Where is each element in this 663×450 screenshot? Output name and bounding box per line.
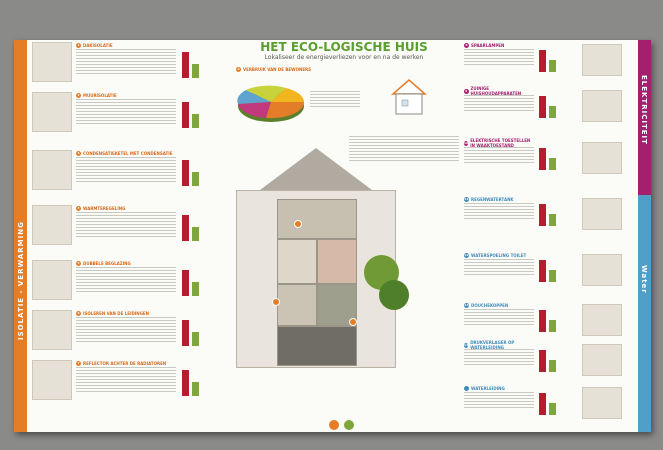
section-number-badge: 10 [464,141,469,145]
before-bar [182,102,189,128]
pie-slice-orange [266,102,304,118]
section-number-badge: 4 [77,206,80,210]
location-badge [272,298,280,306]
section-illustration [582,387,622,419]
savings-bar-chart [539,348,556,372]
section-number-badge: 6 [77,311,80,315]
section-illustration [582,254,622,286]
savings-bar-chart [182,268,199,296]
after-bar [549,403,556,415]
section-title: ISOLEREN VAN DE LEIDINGEN [83,310,149,316]
section-title: ELEKTRISCHE TOESTELLEN IN WAAKTOESTAND [470,138,531,148]
right-top-category-label: ELEKTRICITEIT [640,75,648,145]
consumption-section [236,66,361,72]
section-illustration [582,142,622,174]
savings-bar-chart [539,391,556,415]
poster [14,40,651,432]
section-illustration [32,205,72,245]
savings-bar-chart [182,50,199,78]
after-bar [192,114,199,128]
before-bar [182,270,189,296]
section-title: DRUKVERLAGER OP WATERLEIDING [470,340,515,350]
before-bar [539,260,546,282]
section-illustration [582,90,622,122]
right-top-category-strip [638,40,651,195]
section-number-badge: 3 [77,151,80,155]
after-bar [549,214,556,226]
after-bar [192,282,199,296]
before-bar [539,350,546,372]
right-bottom-category-label: Water [640,265,648,294]
savings-bar-chart [539,258,556,282]
section-title: DOUCHEKOPPEN [471,302,509,308]
savings-bar-chart [182,158,199,186]
section-number-badge: 13 [464,303,469,307]
poster-title: HET ECO-LOGISCHE HUIS [260,40,428,54]
section-title: DAKISOLATIE [83,42,113,48]
consumption-pie-chart [236,80,306,125]
bedroom [317,239,357,284]
after-bar [549,158,556,170]
before-bar [539,96,546,118]
after-bar [549,270,556,282]
after-bar [192,332,199,346]
basement [277,326,357,366]
savings-bar-chart [539,308,556,332]
section-number-badge [464,386,469,391]
section-title: WATERSPOELING TOILET [471,252,527,258]
before-bar [539,310,546,332]
right-bottom-category-strip [638,195,651,432]
section-number-badge: 7 [77,361,80,365]
section-title: REFLECTOR ACHTER DE RADIATOREN [83,360,167,366]
savings-bar-chart [182,213,199,241]
sponsor-logo [329,420,339,430]
savings-bar-chart [539,146,556,170]
section-number-badge: 14 [464,343,469,347]
savings-bar-chart [539,202,556,226]
savings-bar-chart [539,48,556,72]
consumption-heading: VERBRUIK VAN DE BEWONERS [243,66,312,72]
section-number-badge: 9 [465,89,468,93]
pie-slice-magenta [238,102,271,118]
savings-bar-chart [182,368,199,396]
section-title: WATERLEIDING [471,385,505,391]
after-bar [549,60,556,72]
after-bar [549,106,556,118]
after-bar [192,227,199,241]
section-illustration [32,310,72,350]
before-bar [539,204,546,226]
section-title: CONDENSATIEKETEL MET CONDENSATIE [83,150,173,156]
section-number-badge: 0 [237,67,240,71]
before-bar [182,52,189,78]
section-illustration [582,198,622,230]
section-illustration [32,42,72,82]
section-title: REGENWATERTANK [471,196,514,202]
tree-decoration [379,280,409,310]
section-number-badge: 5 [77,261,80,265]
small-house-icon [389,76,429,116]
living-room [277,284,317,326]
left-category-strip [14,40,27,432]
left-category-label: ISOLATIE - VERWARMING [17,221,25,340]
section-illustration [582,304,622,336]
before-bar [539,393,546,415]
sponsor-logo [344,420,354,430]
bathroom [277,239,317,284]
after-bar [549,360,556,372]
section-illustration [32,260,72,300]
section-number-badge: 2 [77,93,80,97]
section-title: MUURISOLATIE [83,92,117,98]
before-bar [182,370,189,396]
after-bar [192,382,199,396]
consumption-legend [310,91,360,109]
before-bar [539,148,546,170]
location-badge [294,220,302,228]
before-bar [182,215,189,241]
attic-room [277,199,357,239]
section-illustration [32,150,72,190]
section-number-badge: 8 [465,43,468,47]
section-title: DUBBELE BEGLAZING [83,260,131,266]
after-bar [192,64,199,78]
section-title: ZUINIGE HUISHOUDAPPARATEN [470,86,522,96]
section-illustration [32,92,72,132]
poster-subtitle: Lokaliseer de energieverliezen voor en na de werken [264,54,424,61]
section-illustration [32,360,72,400]
before-bar [182,320,189,346]
savings-bar-chart [182,100,199,128]
after-bar [549,320,556,332]
section-title: SPAARLAMPEN [471,42,505,48]
after-bar [192,172,199,186]
section-title: WARMTEREGELING [83,205,126,211]
section-illustration [582,344,622,376]
before-bar [182,160,189,186]
section-number-badge: 11 [464,197,469,201]
section-number-badge: 12 [464,253,469,257]
before-bar [539,50,546,72]
section-illustration [582,44,622,76]
section-number-badge: 1 [77,43,80,47]
location-badge [349,318,357,326]
savings-bar-chart [539,94,556,118]
savings-bar-chart [182,318,199,346]
